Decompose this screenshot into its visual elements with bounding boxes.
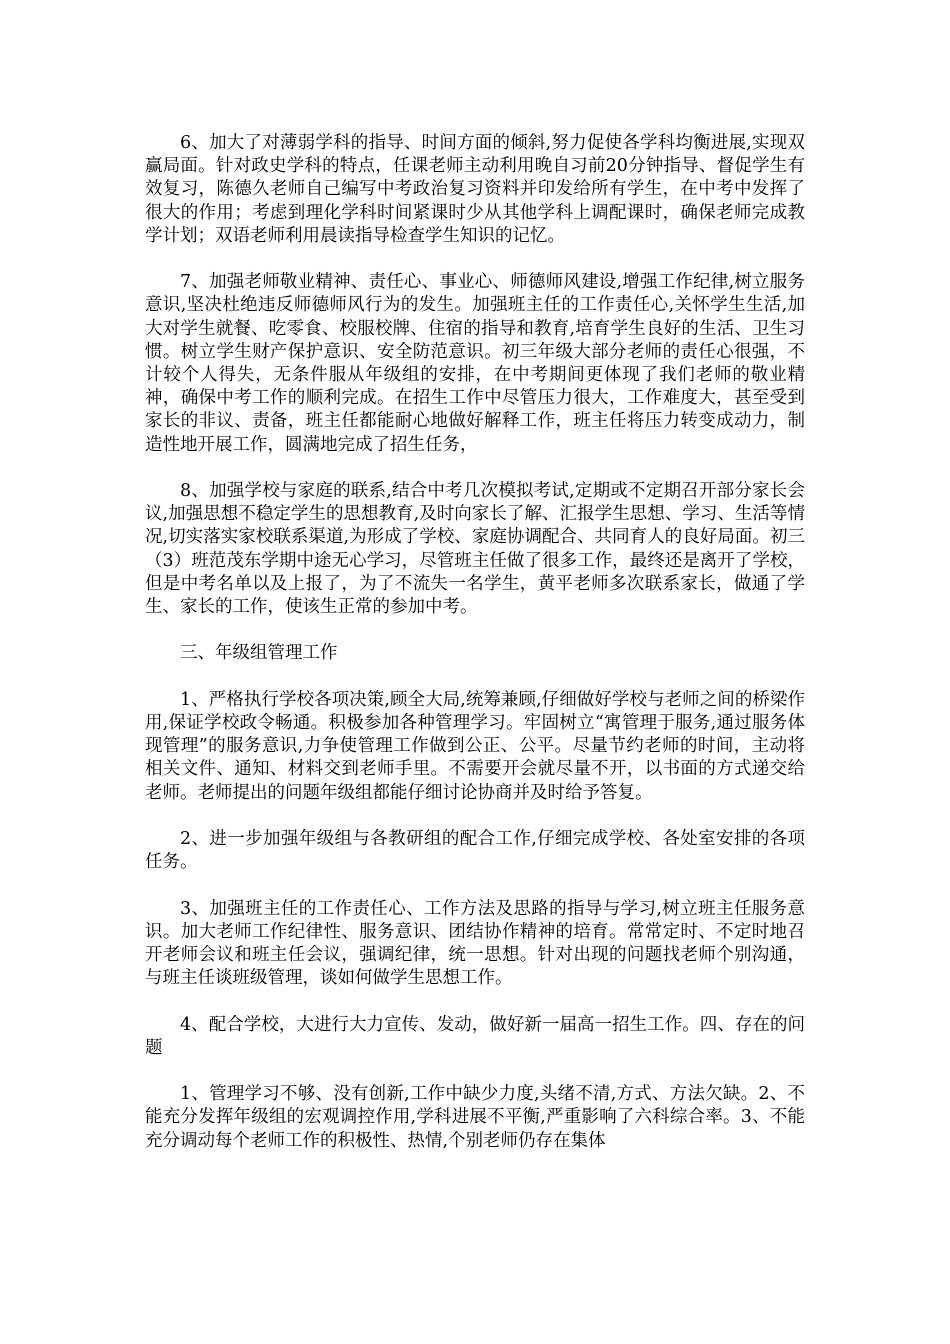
paragraph-2-cooperation: 2、进一步加强年级组与各教研组的配合工作,仔细完成学校、各处室安排的各项任务。 xyxy=(145,829,805,873)
paragraph-3-head-teachers: 3、加强班主任的工作责任心、工作方法及思路的指导与学习,树立班主任服务意识。加大老师工作纪律性、服务意识、团结协作精神的培育。常常定时、不定时地召开老师会议和班主任会议，强调纪律，统一思想。针对出现的问题找老师个别沟通，与班主任谈班级管理，谈如何做学生思想工作。 xyxy=(145,898,805,989)
paragraph-8-home-school: 8、加强学校与家庭的联系,结合中考几次模拟考试,定期或不定期召开部分家长会议,加强思想不稳定学生的思想教育,及时向家长了解、汇报学生思想、学习、生活等情况,切实落实家校联系渠道,为形成了学校、家庭协调配合、共同育人的良好局面。初三（3）班范茂东学期中途无心学习，尽管班主任做了很多工作，最终还是离开了学校，但是中考名单以及上报了，为了不流失一名学生，黄平老师多次联系家长，做通了学生、家长的工作，使该生正常的参加中考。 xyxy=(145,481,805,618)
paragraph-6-weak-subjects: 6、加大了对薄弱学科的指导、时间方面的倾斜,努力促使各学科均衡进展,实现双赢局面。针对政史学科的特点，任课老师主动利用晚自习前20分钟指导、督促学生有效复习，陈德久老师自己编写中考政治复习资料并印发给所有学生，在中考中发挥了很大的作用；考虑到理化学科时间紧课时少从其他学科上调配课时，确保老师完成教学计划；双语老师利用晨读指导检查学生知识的记忆。 xyxy=(145,133,805,246)
document-page xyxy=(145,132,805,1176)
paragraph-7-teacher-ethics: 7、加强老师敬业精神、责任心、事业心、师德师风建设,增强工作纪律,树立服务意识,坚决杜绝违反师德师风行为的发生。加强班主任的工作责任心,关怀学生生活,加大对学生就餐、吃零食、校服校牌、住宿的指导和教育,培育学生良好的生活、卫生习惯。树立学生财产保护意识、安全防范意识。初三年级大部分老师的责任心很强，不计较个人得失，无条件服从年级组的安排，在中考期间更体现了我们老师的敬业精神，确保中考工作的顺利完成。在招生工作中尽管压力很大，工作难度大，甚至受到家长的非议、责备，班主任都能耐心地做好解释工作，班主任将压力转变成动力，制造性地开展工作，圆满地完成了招生任务， xyxy=(145,272,805,455)
paragraph-4-enrollment: 4、配合学校，大进行大力宣传、发动，做好新一届高一招生工作。四、存在的问题 xyxy=(145,1014,805,1058)
section-heading-grade-management: 三、年级组管理工作 xyxy=(180,643,338,664)
paragraph-problems: 1、管理学习不够、没有创新,工作中缺少力度,头绪不清,方式、方法欠缺。2、不能充分发挥年级组的宏观调控作用,学科进展不平衡,严重影响了六科综合率。3、不能充分调动每个老师工作的积极性、热情,个别老师仍存在集体 xyxy=(145,1084,805,1151)
paragraph-1-decisions: 1、严格执行学校各项决策,顾全大局,统筹兼顾,仔细做好学校与老师之间的桥梁作用,保证学校政令畅通。积极参加各种管理学习。牢固树立“寓管理于服务,通过服务体现管理”的服务意识,力争使管理工作做到公正、公平。尽量节约老师的时间，主动将相关文件、通知、材料交到老师手里。不需要开会就尽量不开，以书面的方式递交给老师。老师提出的问题年级组都能仔细讨论协商并及时给予答复。 xyxy=(145,689,805,803)
